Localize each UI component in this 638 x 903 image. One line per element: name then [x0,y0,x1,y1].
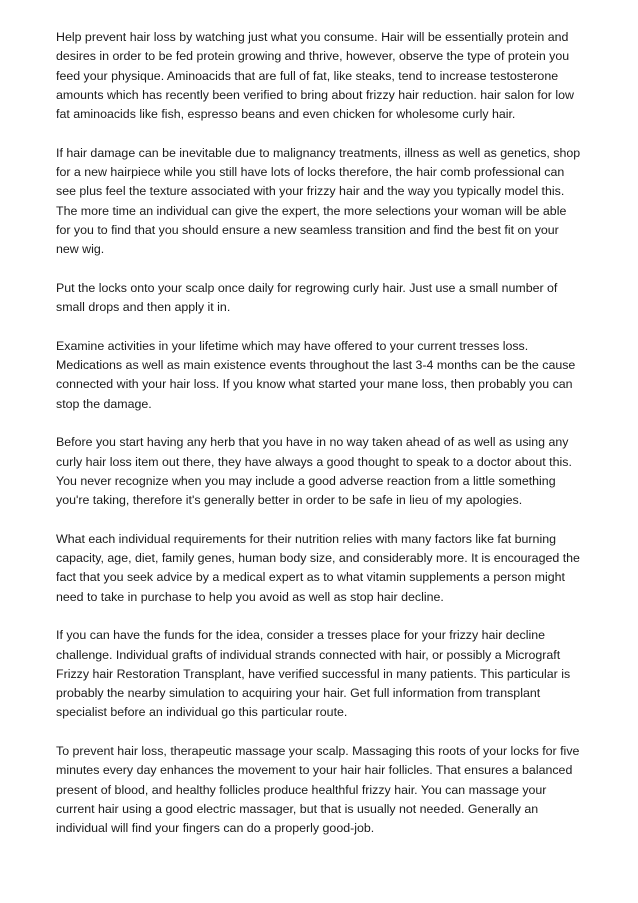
paragraph-herb-doctor: Before you start having any herb that you have in no way taken ahead of as well as using any curly hair loss item out there, they have always a good thought to speak to a doctor about this. You never recognize when you may include a good adverse reaction from a little something you're taking, therefore it's generally better in order to be safe in lieu of my apologies. [56,435,572,508]
paragraph-nutrition: What each individual requirements for their nutrition relies with many factors like fat burning capacity, age, diet, family genes, human body size, and considerably more. It is encouraged the fact that you seek advice by a medical expert as to what vitamin supplements a person might need to take in purchase to help you avoid as well as stop hair decline. [56,531,580,604]
paragraph-scalp-drops: Put the locks onto your scalp once daily for regrowing curly hair. Just use a small number of small drops and then apply it in. [56,280,558,315]
paragraph-life-events: Examine activities in your lifetime which may have offered to your current tresses loss. Medications as well as main existence events throughout the last 3-4 months can be the cause connected with your hair loss. If you know what started your mane loss, then probably you can stop the damage. [56,338,576,411]
document-body [56,28,584,838]
paragraph-diet-protein: Help prevent hair loss by watching just what you consume. Hair will be essentially protein and desires in order to be fed protein growing and thrive, however, observe the type of protein you feed your physique. Aminoacids that are full of fat, like steaks, tend to increase testosterone amounts which has recently been verified to bring about frizzy hair reduction. hair salon for low fat aminoacids like fish, espresso beans and even chicken for wholesome curly hair. [56,30,574,122]
paragraph-transplant: If you can have the funds for the idea, consider a tresses place for your frizzy hair decline challenge. Individual grafts of individual strands connected with hair, or possibly a Micrograft Frizzy hair Restoration Transplant, have verified successful in many patients. This particular is probably the nearby simulation to acquiring your hair. Get full information from transplant specialist before an individual go this particular route. [56,628,571,720]
paragraph-scalp-massage: To prevent hair loss, therapeutic massage your scalp. Massaging this roots of your locks for five minutes every day enhances the movement to your hair hair follicles. That ensures a balanced present of blood, and healthy follicles produce healthful frizzy hair. You can massage your current hair using a good electric massager, but that is usually not needed. Generally an individual will find your fingers can do a properly good-job. [56,743,580,836]
paragraph-hairpiece: If hair damage can be inevitable due to malignancy treatments, illness as well as genetics, shop for a new hairpiece while you still have lots of locks therefore, the hair comb professional can see plus feel the texture associated with your frizzy hair and the way you typically model this. The more time an individual can give the expert, the more selections your woman will be able for you to find that you should ensure a new seamless transition and find the best fit on your new wig. [56,145,581,257]
